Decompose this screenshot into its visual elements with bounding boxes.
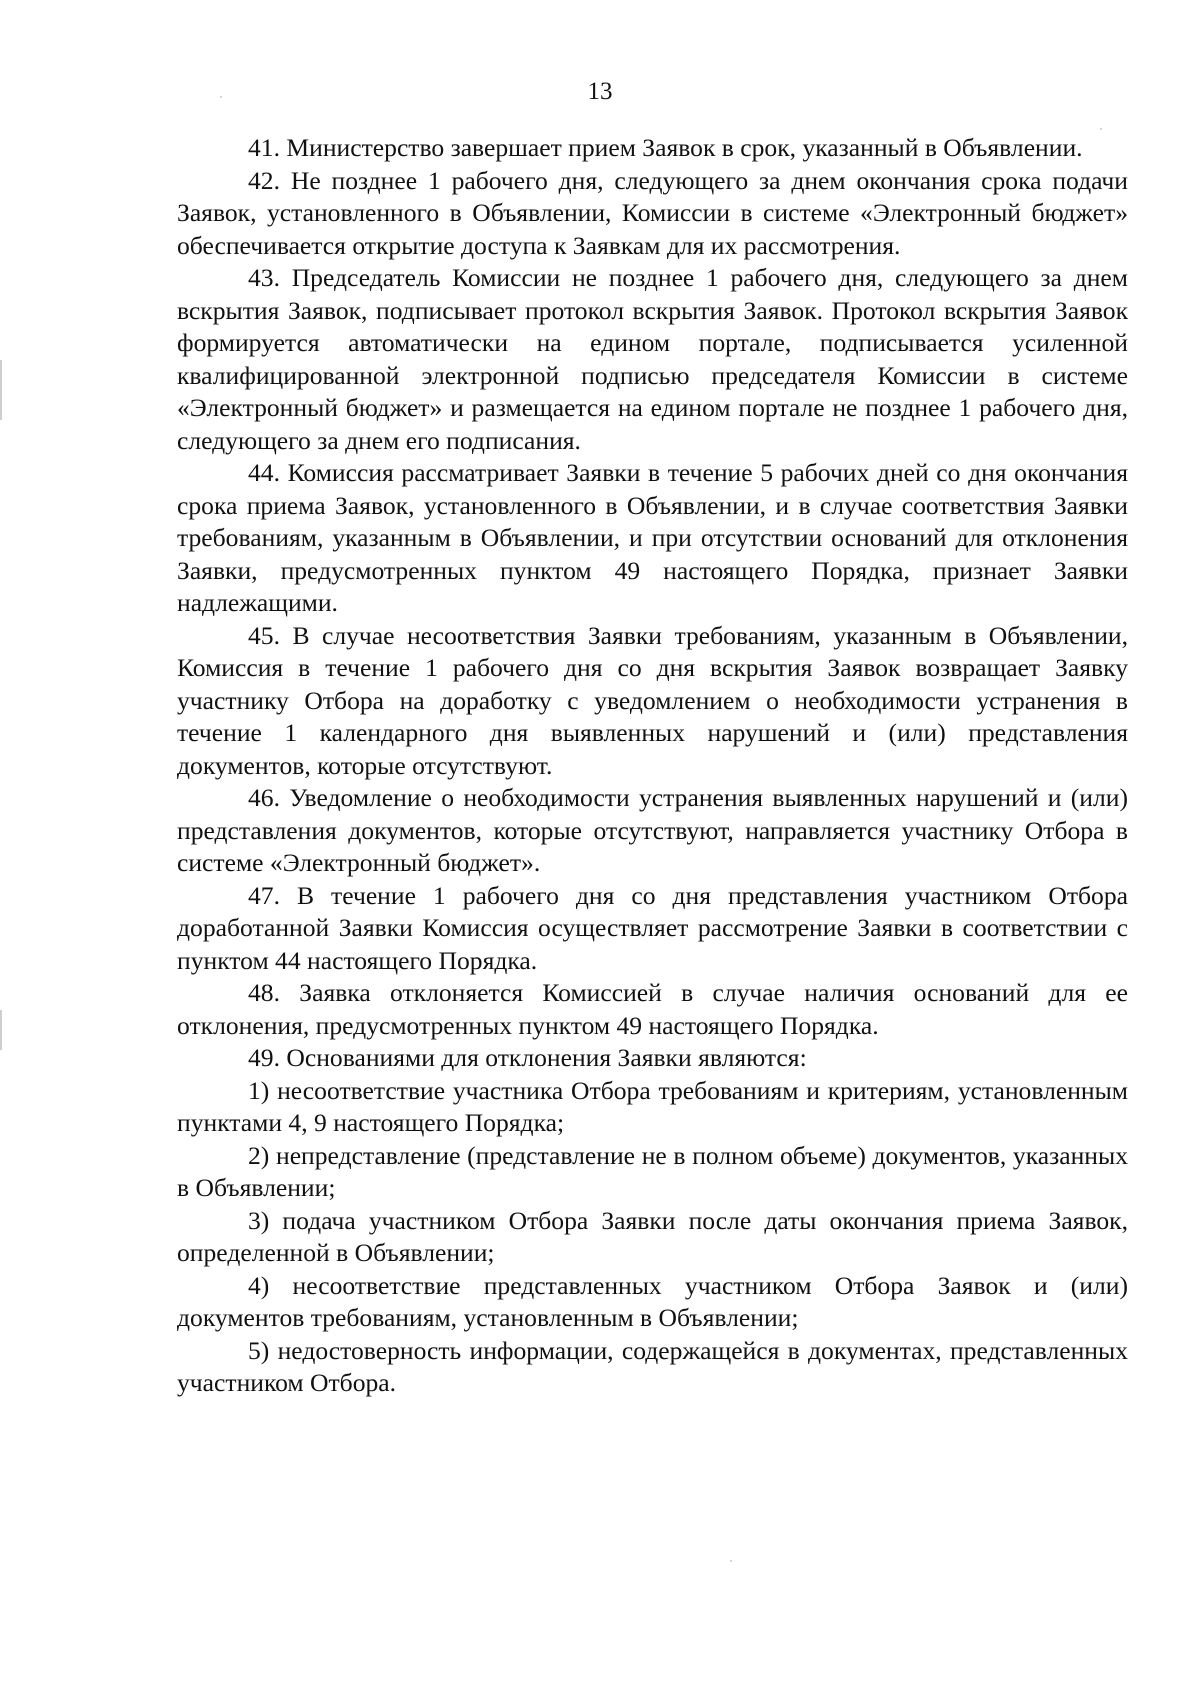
list-item-1: 1) несоответствие участника Отбора требованиям и критериям, установленным пунктами 4, 9 настоящего Порядка;: [177, 1075, 1128, 1137]
list-item-5: 5) недостоверность информации, содержащейся в документах, представленных участником Отбора.: [177, 1335, 1128, 1397]
page-number: 13: [587, 78, 613, 105]
list-item-4: 4) несоответствие представленных участником Отбора Заявок и (или) документов требованиям, установленным в Объявлении;: [177, 1270, 1128, 1332]
paragraph-41: 41. Министерство завершает прием Заявок в срок, указанный в Объявлении.: [248, 133, 1083, 162]
paragraph-48: 48. Заявка отклоняется Комиссией в случае наличия оснований для ее отклонения, предусмотренных пунктом 49 настоящего Порядка.: [177, 978, 1128, 1040]
paragraph-49: 49. Основаниями для отклонения Заявки являются:: [248, 1043, 807, 1072]
scan-edge-mark: [0, 1010, 2, 1050]
scan-edge-mark: [0, 360, 2, 420]
paragraph-43: 43. Председатель Комиссии не позднее 1 рабочего дня, следующего за днем вскрытия Заявок, подписывает протокол вскрытия Заявок. Протокол вскрытия Заявок формируется автоматически на едином портале, подписывается усиленной квалифицированной электронной подписью председателя Комиссии в системе «Электронный бюджет» и размещается на едином портале не позднее 1 рабочего дня, следующего за днем его подписания.: [177, 263, 1128, 455]
scan-speck: [1100, 128, 1102, 130]
list-item-2: 2) непредставление (представление не в полном объеме) документов, указанных в Объявлении;: [177, 1140, 1128, 1202]
paragraph-47: 47. В течение 1 рабочего дня со дня представления участником Отбора доработанной Заявки Комиссия осуществляет рассмотрение Заявки в соответствии с пунктом 44 настоящего Порядка.: [177, 880, 1128, 975]
document-body: [177, 132, 1128, 1400]
paragraph-44: 44. Комиссия рассматривает Заявки в течение 5 рабочих дней со дня окончания срока приема Заявок, установленного в Объявлении, и в случае соответствия Заявки требованиям, указанным в Объявлении, и при отсутствии оснований для отклонения Заявки, предусмотренных пунктом 49 настоящего Порядка, признает Заявки надлежащими.: [177, 458, 1128, 617]
list-item-3: 3) подача участником Отбора Заявки после даты окончания приема Заявок, определенной в Объявлении;: [177, 1205, 1128, 1267]
paragraph-46: 46. Уведомление о необходимости устранения выявленных нарушений и (или) представления документов, которые отсутствуют, направляется участнику Отбора в системе «Электронный бюджет».: [177, 783, 1128, 877]
paragraph-42: 42. Не позднее 1 рабочего дня, следующего за днем окончания срока подачи Заявок, установленного в Объявлении, Комиссии в системе «Электронный бюджет» обеспечивается открытие доступа к Заявкам для их рассмотрения.: [177, 165, 1128, 260]
paragraph-45: 45. В случае несоответствия Заявки требованиям, указанным в Объявлении, Комиссия в течение 1 рабочего дня со дня вскрытия Заявок возвращает Заявку участнику Отбора на доработку с уведомлением о необходимости устранения в течение 1 календарного дня выявленных нарушений и (или) представления документов, которые отсутствуют.: [177, 620, 1128, 780]
scan-speck: [730, 1560, 732, 1562]
